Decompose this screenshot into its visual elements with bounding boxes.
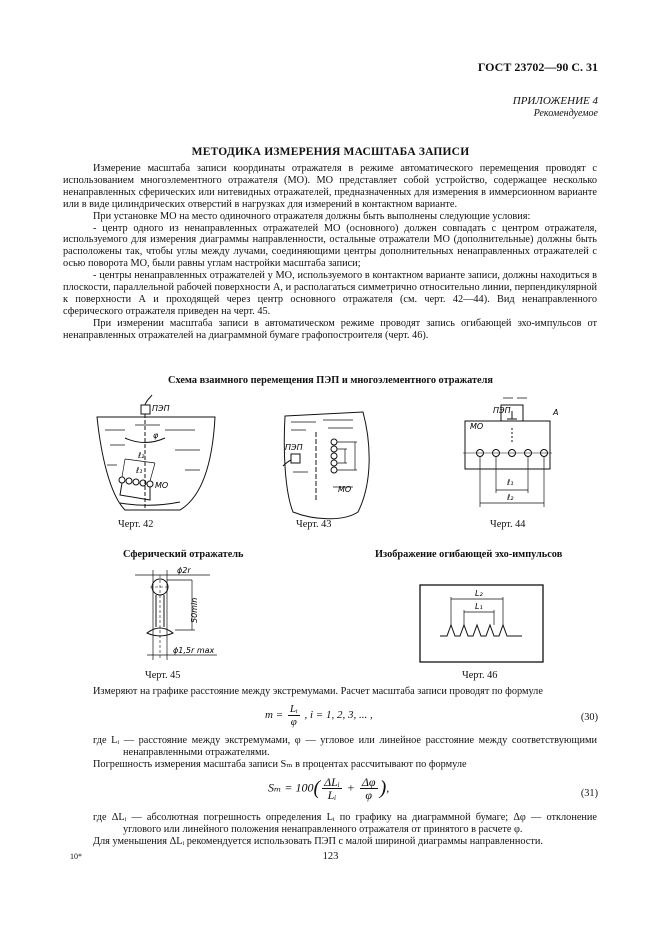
envelope-title: Изображение огибающей эхо-импульсов	[375, 549, 563, 560]
formula-denominator: φ	[365, 788, 373, 802]
definition-block	[93, 812, 597, 836]
paragraph: где ΔLᵢ — абсолютная погрешность определения Lᵢ по графику на диаграммной бумаге; Δφ — отклонение углового или линейного положения ненаправленного отражателя от принятого в расчете φ.	[93, 812, 597, 835]
l1-label: ℓ₁	[507, 478, 514, 487]
phi-label: φ	[153, 431, 159, 440]
l2-label: ℓ₂	[138, 451, 145, 460]
figure-44	[465, 393, 565, 503]
text-block	[63, 759, 597, 771]
pep-label: ПЭП	[152, 404, 170, 413]
formula-lhs: m =	[265, 709, 284, 722]
paragraph: где Lᵢ — расстояние между экстремумами, φ — угловое или линейное расстояние между соответствующими ненаправленными отражателями.	[93, 735, 597, 758]
equation-number-31: (31)	[580, 788, 598, 799]
formula-denominator: φ	[290, 716, 297, 728]
L1-label: L₁	[475, 602, 483, 611]
paragraph: При измерении масштаба записи в автоматическом режиме проводят запись огибающей эхо-импульсов от ненаправленных отражателей на диаграммной бумаге графопостроителя (черт. 46).	[63, 317, 597, 341]
paragraph: Измерение масштаба записи координаты отражателя в режиме автоматического перемещения проводят с использованием многоэлементного отражателя (МО). МО представляет собой устройство, содержащее несколько ненаправленных сферических или нитевидных отражателей, предназначенных для измерения в иммерсионном варианте или в виде цилиндрических отверстий в нагрузках для измерений в контактном варианте.	[63, 163, 597, 210]
page-title: МЕТОДИКА ИЗМЕРЕНИЯ МАСШТАБА ЗАПИСИ	[191, 146, 470, 158]
mo-label: МО	[338, 485, 352, 494]
formula-31: Sₘ = 100( $\frac{\text{ΔLᵢ}}{\text{Lᵢ}}$ + $\frac{\Delta\varphi}{\varphi}$ ),	[268, 775, 390, 802]
a-label: A	[553, 408, 559, 417]
formula-numerator: Lᵢ	[289, 703, 298, 715]
formula-rest: , i = 1, 2, 3, ... ,	[304, 709, 373, 722]
formula-text	[63, 686, 597, 698]
appendix-status: Рекомендуемое	[533, 108, 598, 119]
equation-number-30: (30)	[580, 712, 598, 723]
figure-43	[283, 412, 373, 522]
formula-denominator: Lᵢ	[327, 788, 337, 802]
formula-30	[265, 703, 373, 728]
sphere-title: Сферический отражатель	[123, 549, 244, 560]
text-block	[63, 836, 597, 848]
formula-lhs: Sₘ = 100	[268, 780, 314, 795]
formula-numerator: Δφ	[361, 775, 376, 789]
caption-45: Черт. 45	[145, 670, 181, 681]
pep-label: ПЭП	[493, 406, 511, 415]
mo-label: МО	[470, 422, 484, 431]
standard-header: ГОСТ 23702—90 С. 31	[477, 60, 598, 74]
paragraph: Измеряют на графике расстояние между экстремумами. Расчет масштаба записи проводят по формуле	[93, 686, 543, 697]
caption-43: Черт. 43	[296, 519, 332, 530]
paragraph: - центры ненаправленных отражателей у МО, используемого в контактном варианте записи, должны находиться в плоскости, параллельной рабочей поверхности А, и располагаться симметрично относительно линии, перпендикулярной к поверхности А и проходящей через центр основного отражателя (см. черт. 42—44). Вид ненаправленного сферического отражателя приведен на черт. 45.	[63, 270, 597, 317]
figure-45	[135, 565, 245, 665]
diameter-15r-label: ϕ1,5r max	[173, 646, 215, 655]
l1-label: ℓ₁	[136, 466, 143, 475]
L2-label: L₂	[475, 589, 483, 598]
definition-block	[93, 735, 597, 759]
caption-44: Черт. 44	[490, 519, 526, 530]
l2-label: ℓ₂	[507, 493, 514, 502]
appendix-label: ПРИЛОЖЕНИЕ 4	[512, 95, 598, 107]
signature-mark: 10*	[70, 852, 82, 861]
intro-text	[63, 163, 597, 342]
figure-42	[95, 395, 215, 515]
paragraph: - центр одного из ненаправленных отражателей МО (основного) должен совпадать с центром отражателя, используемого для измерения диаграммы направленности, остальные отражатели МО (дополнительные) должны быть расположены так, чтобы углы между лучами, соединяющими центры дополнительных ненаправленных отражателей с осью поворота МО, были равны углам настройки масштаба записи;	[63, 222, 597, 270]
figure-46	[420, 585, 545, 665]
formula-numerator: ΔLᵢ	[324, 775, 340, 789]
pep-label: ПЭП	[285, 443, 303, 452]
caption-46: Черт. 46	[462, 670, 498, 681]
paragraph: Погрешность измерения масштаба записи Sₘ в процентах рассчитывают по формуле	[93, 759, 467, 770]
mo-label: МО	[155, 481, 169, 490]
paragraph: Для уменьшения ΔLᵢ рекомендуется использовать ПЭП с малой шириной диаграммы направленности.	[93, 836, 543, 847]
diameter-2r-label: ϕ2r	[177, 566, 191, 575]
formula-plus: +	[346, 780, 355, 795]
length-label: 50min	[190, 597, 199, 623]
paragraph: При установке МО на место одиночного отражателя должны быть выполнены следующие условия:	[93, 210, 531, 222]
caption-42: Черт. 42	[118, 519, 154, 530]
scheme-title: Схема взаимного перемещения ПЭП и многоэлементного отражателя	[168, 375, 493, 386]
page-number: 123	[322, 851, 339, 862]
